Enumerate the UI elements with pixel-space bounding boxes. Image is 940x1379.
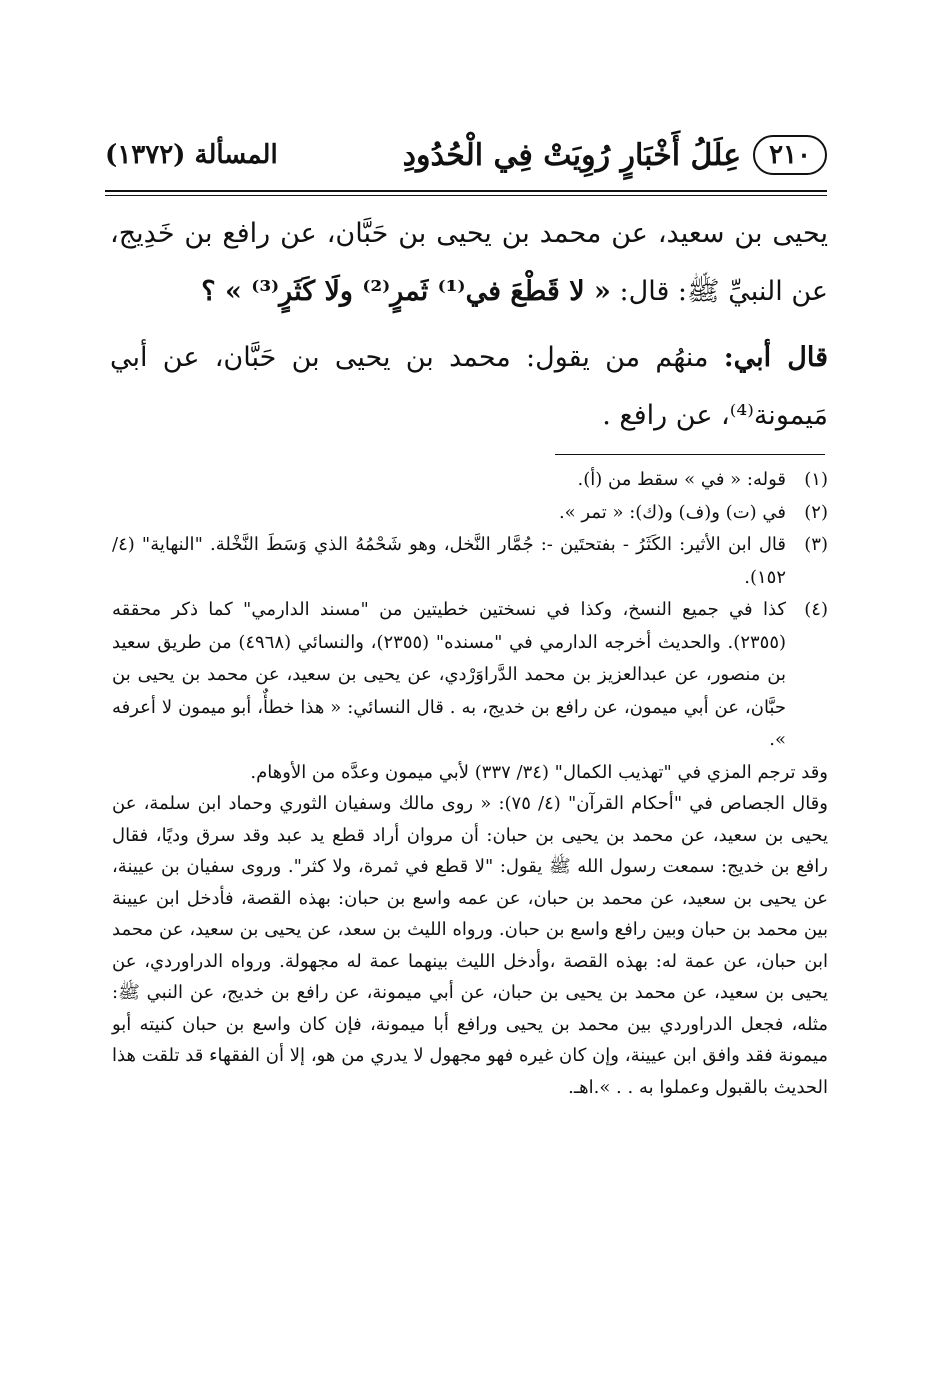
footnote-text: كذا في جميع النسخ، وكذا في نسختين خطيتين من "مسند الدارمي" كما ذكر محققه (٢٣٥٥). والحديث أخرجه الدارمي في "مسنده" (٢٣٥٥)، والنسائي (٤٩٦٨) من طريق سعيد بن منصور، عن عبدالعزيز بن محمد الدَّراوَرْدي، عن يحيى بن سعيد، عن محمد بن يحيى بن حبَّان، عن أبي ميمون، عن رافع بن خديج، به . قال النسائي: « هذا خطأٌ، أبو ميمون لا أعرفه ». [112,599,787,750]
paragraph-2-text: منهُم من يقول: محمد بن يحيى بن حَبَّان، عن أبي مَيمونة⁽⁴⁾، عن رافع . [110,342,828,431]
hadith-quote: « لا قَطْعَ في⁽¹⁾ ثَمرٍ⁽²⁾ ولَا كَثَرٍ⁽³⁾ » ؟ [201,276,611,307]
footnote-continuation: وقد ترجم المزي في "تهذيب الكمال" (٣٤/ ٣٣٧) لأبي ميمون وعدَّه من الأوهام. [250,761,828,783]
footnote-number: (٢) [804,501,828,523]
footnote-number: (٤) [804,599,828,620]
footnote [112,529,828,594]
issue-label: المسألة (١٣٧٢) [105,140,278,170]
footnote-number: (٣) [804,534,828,555]
footnote [112,594,828,757]
footnote-text: في (ت) و(ف) و(ك): « تمر ». [558,501,786,523]
footnote-text: قال ابن الأثير: الكَثَرُ - بفتحتَين -: جُمَّار النَّخل، وهو شَحْمُهُ الذي وَسَطَ النَّخْلة. "النهاية" (٤/ ١٥٢). [112,534,786,588]
paragraph-2 [110,329,828,445]
book-title: عِلَلُ أَخْبَارٍ رُوِيَتْ فِي الْحُدُودِ [402,137,742,173]
main-text [110,205,828,453]
footnote-continuation: وقال الجصاص في "أحكام القرآن" (٤/ ٧٥): « روى مالك وسفيان الثوري وحماد ابن سلمة، عن يحيى بن سعيد، عن محمد بن يحيى بن حبان: أن مروان أراد قطع يد عبد وقد سرق وديًا، فقال رافع بن خديج: سمعت رسول الله ﷺ يقول: "لا قطع في ثمرة، ولا كثر". وروى سفيان بن عيينة، عن يحيى بن سعيد، عن محمد بن حبان، عن عمه واسع بن حبان: بهذه القصة، فأدخل ابن عيينة بين محمد بن حبان وبين رافع واسع بن حبان. ورواه الليث بن سعد، عن يحيى بن سعيد، عن محمد ابن حبان، عن عمة له: بهذه القصة ،وأدخل الليث بينهما عمة له مجهولة. ورواه الدراوردي، عن يحيى بن سعيد، عن محمد بن يحيى بن حبان، عن أبي ميمونة، عن رافع بن خديج، عن النبي ﷺ: مثله، فجعل الدراوردي بين محمد بن يحيى ورافع أبا ميمونة، فإن كان واسع بن حبان كنيته أبو ميمونة فقد وافق ابن عيينة، وإن كان غيره فهو مجهول لا يدري من هو، إلا أن الفقهاء قد تلقت هذا الحديث بالقبول وعملوا به . . ».اهـ. [112,793,828,1098]
paragraph-1-text: يحيى بن سعيد، عن محمد بن يحيى بن حَبَّان، عن رافع بن خَدِيج، عن النبيِّ ﷺ: قال: [110,218,828,307]
footnotes [112,464,828,1103]
page-header [105,128,827,182]
header-right [403,135,827,175]
footnote-text: قوله: « في » سقط من (أ). [577,469,786,490]
page-number: ٢١٠ [753,135,827,175]
footnote [112,464,828,497]
footnote-divider [555,454,825,455]
header-divider [105,190,827,196]
paragraph-1 [110,205,828,321]
footnote-number: (١) [804,469,828,490]
speaker-label: قال أبي: [723,342,829,373]
footnote [112,497,828,530]
